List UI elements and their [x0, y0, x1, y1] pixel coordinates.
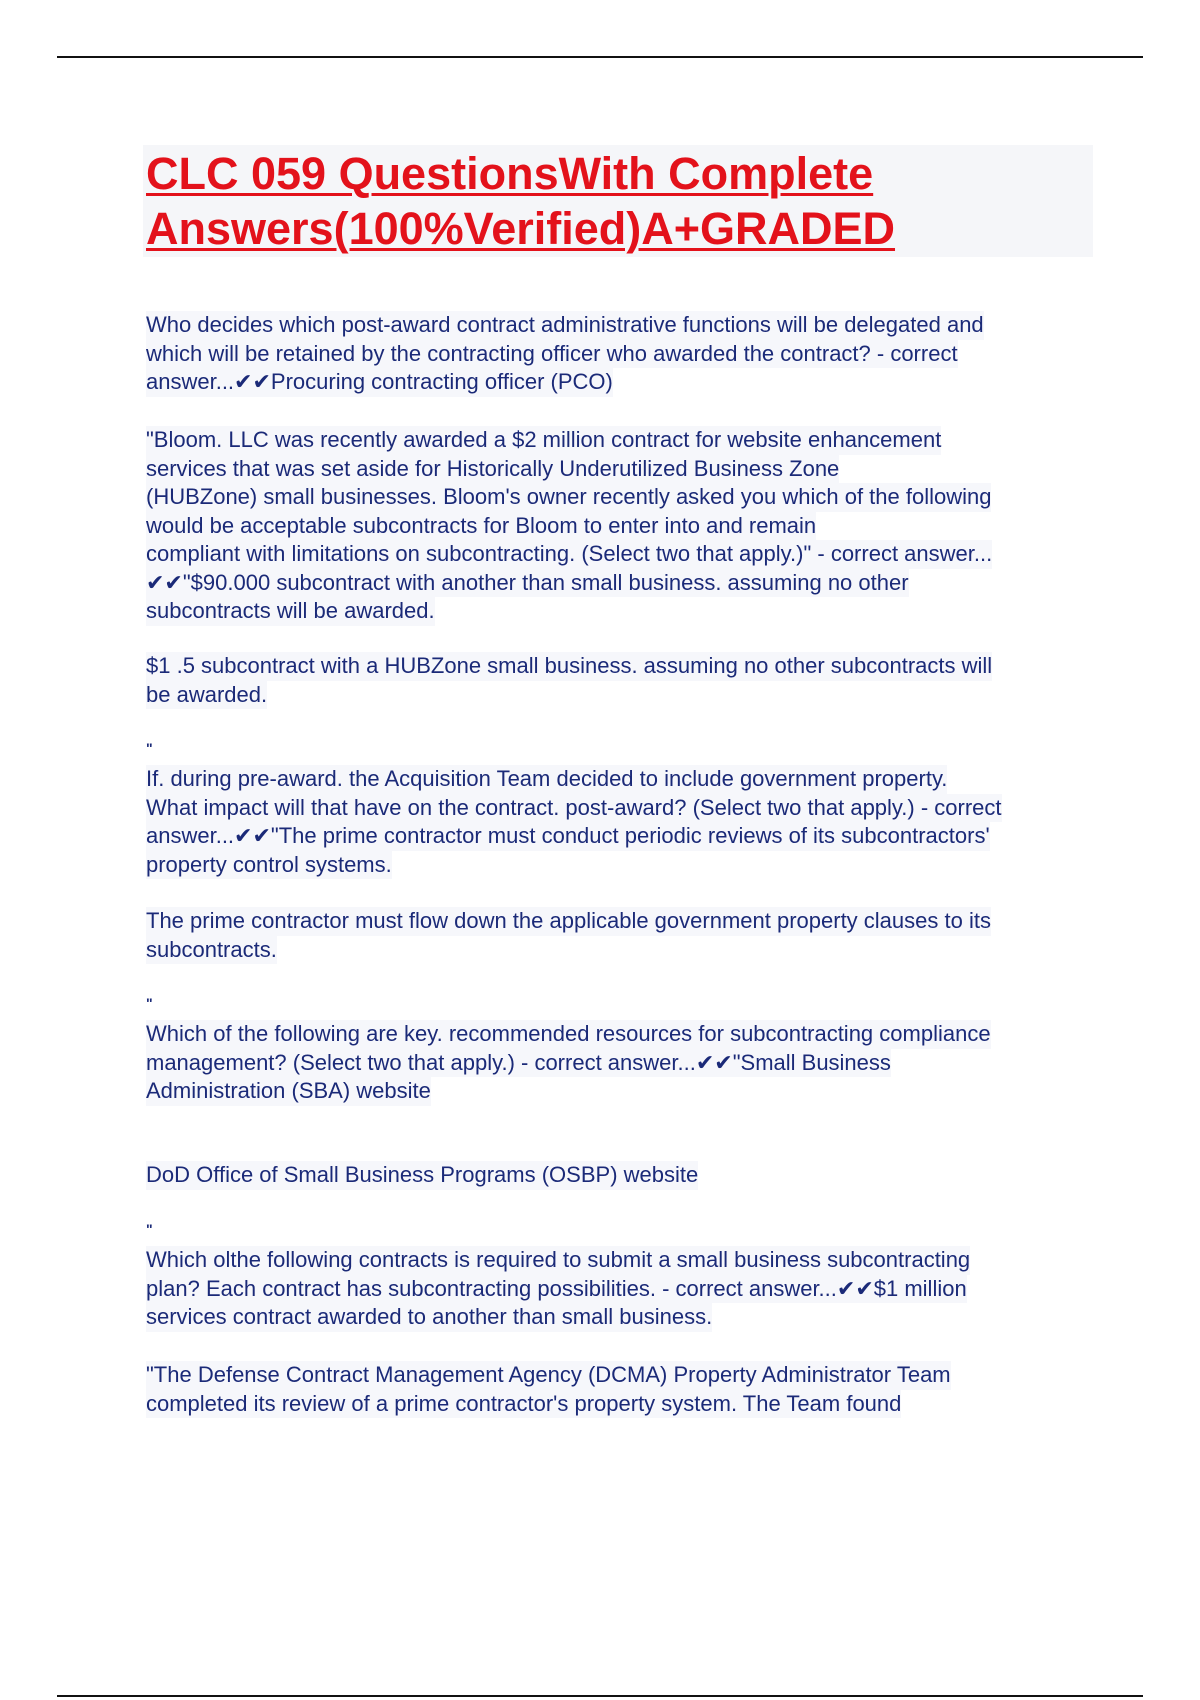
text-line: answer...✔✔Procuring contracting officer (PCO): [146, 368, 613, 397]
qa-paragraph: [146, 311, 984, 397]
qa-paragraph: [146, 1020, 991, 1106]
top-rule: [57, 56, 1143, 58]
text-line: completed its review of a prime contractor's property system. The Team found: [146, 1390, 901, 1419]
text-line: management? (Select two that apply.) - correct answer...✔✔"Small Business: [146, 1049, 891, 1078]
text-line: subcontracts will be awarded.: [146, 597, 435, 626]
title-line: Answers(100%Verified)A+GRADED: [146, 203, 896, 254]
qa-paragraph: [146, 907, 991, 964]
text-line: (HUBZone) small businesses. Bloom's owner recently asked you which of the following: [146, 483, 991, 512]
qa-paragraph: [146, 1246, 970, 1332]
text-line: which will be retained by the contracting officer who awarded the contract? - correct: [146, 340, 958, 369]
text-line: be awarded.: [146, 681, 267, 710]
text-line: subcontracts.: [146, 936, 277, 965]
qa-paragraph: [146, 765, 1002, 879]
text-line: DoD Office of Small Business Programs (OSBP) website: [146, 1161, 698, 1190]
bottom-rule: [57, 1695, 1143, 1697]
text-line: If. during pre-award. the Acquisition Team decided to include government property.: [146, 765, 947, 794]
text-line: property control systems.: [146, 851, 392, 880]
text-line: "The Defense Contract Management Agency (DCMA) Property Administrator Team: [146, 1361, 951, 1390]
text-line: ✔✔"$90.000 subcontract with another than small business. assuming no other: [146, 569, 909, 598]
text-line: The prime contractor must flow down the applicable government property clauses to its: [146, 907, 991, 936]
text-line: Administration (SBA) website: [146, 1077, 431, 1106]
text-line: Who decides which post-award contract administrative functions will be delegated and: [146, 311, 984, 340]
text-line: What impact will that have on the contract. post-award? (Select two that apply.) - correct: [146, 794, 1002, 823]
text-line: $1 .5 subcontract with a HUBZone small business. assuming no other subcontracts will: [146, 652, 992, 681]
text-line: compliant with limitations on subcontracting. (Select two that apply.)" - correct answer...: [146, 540, 992, 569]
quote-mark: ": [146, 740, 153, 756]
qa-paragraph: [146, 1361, 951, 1418]
document-title: [146, 146, 895, 256]
text-line: "Bloom. LLC was recently awarded a $2 million contract for website enhancement: [146, 426, 941, 455]
title-line: CLC 059 QuestionsWith Complete: [146, 148, 874, 199]
qa-paragraph: [146, 652, 992, 709]
text-line: plan? Each contract has subcontracting possibilities. - correct answer...✔✔$1 million: [146, 1275, 967, 1304]
text-line: answer...✔✔"The prime contractor must conduct periodic reviews of its subcontractors': [146, 822, 990, 851]
qa-paragraph: [146, 1161, 698, 1190]
text-line: Which of the following are key. recommended resources for subcontracting compliance: [146, 1020, 991, 1049]
quote-mark: ": [146, 995, 153, 1011]
text-line: services contract awarded to another than small business.: [146, 1303, 712, 1332]
quote-mark: ": [146, 1221, 153, 1237]
qa-paragraph: [146, 426, 992, 626]
text-line: would be acceptable subcontracts for Bloom to enter into and remain: [146, 512, 816, 541]
text-line: services that was set aside for Historically Underutilized Business Zone: [146, 455, 839, 484]
text-line: Which olthe following contracts is required to submit a small business subcontracting: [146, 1246, 970, 1275]
